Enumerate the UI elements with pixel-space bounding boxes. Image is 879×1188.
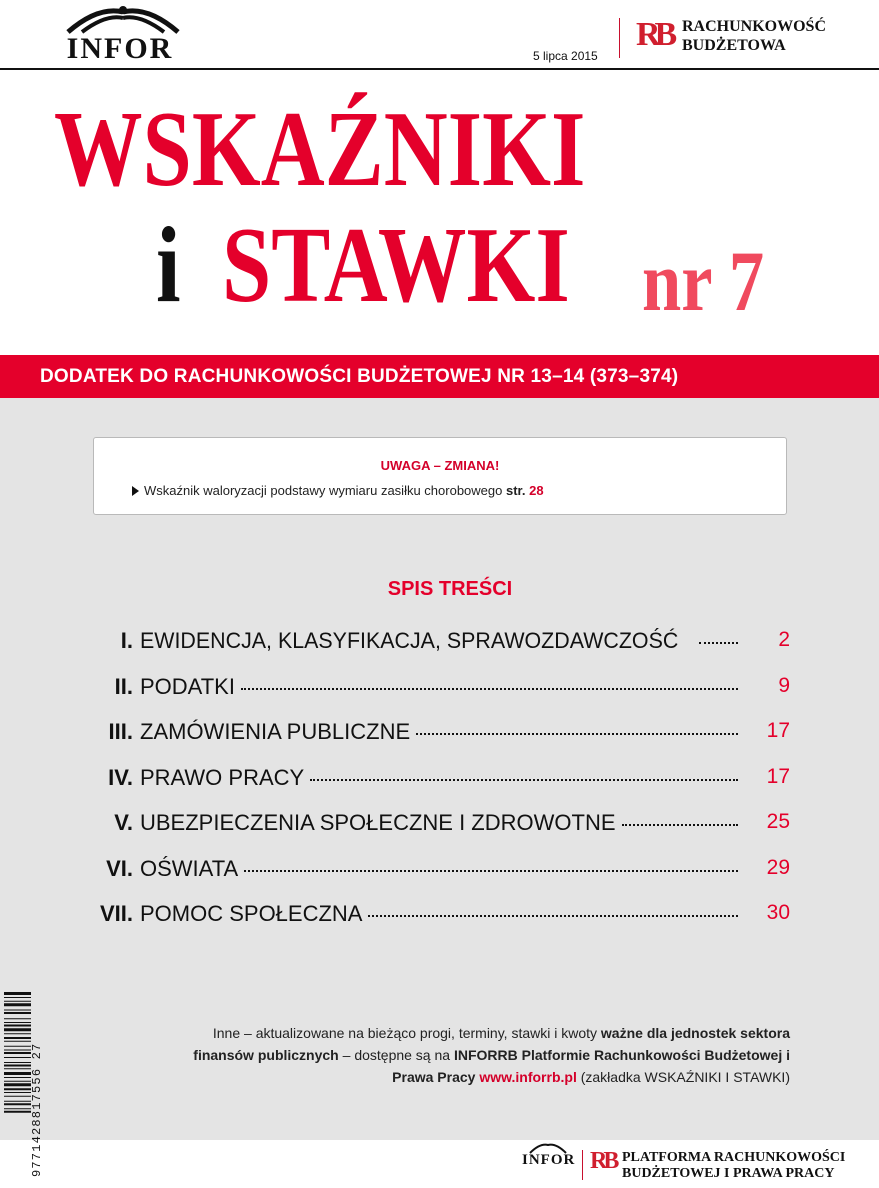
notice-box	[93, 437, 787, 515]
supplement-band	[0, 355, 879, 398]
footer-infor-wordmark: INFOR	[522, 1152, 576, 1168]
barcode-bar	[4, 1088, 31, 1090]
barcode-number: 9771428817556 27	[30, 1042, 44, 1177]
issue-date: 5 lipca 2015	[533, 49, 598, 63]
barcode-bar	[4, 1065, 31, 1067]
toc-item-number: I.	[120, 628, 133, 653]
supplement-band-text: DODATEK DO RACHUNKOWOŚCI BUDŻETOWEJ NR 13–14 (373–374)	[40, 366, 679, 387]
barcode-bar	[4, 1111, 31, 1113]
barcode-bar	[4, 1010, 31, 1011]
barcode-bar	[4, 1101, 31, 1102]
barcode-bar	[4, 1083, 31, 1086]
barcode-bar	[4, 1025, 31, 1027]
toc-item-label-wrap	[140, 674, 738, 700]
footer-platform-line2: BUDŻETOWEJ I PRAWA PRACY	[622, 1166, 835, 1181]
toc-item-label: ZAMÓWIENIA PUBLICZNE	[140, 719, 411, 744]
barcode-bar	[4, 1062, 31, 1063]
toc-leader-dots	[310, 778, 738, 781]
barcode-bar	[4, 1092, 31, 1093]
notice-page-ref[interactable]	[506, 483, 544, 498]
toc-item[interactable]	[60, 765, 800, 795]
info-url-link[interactable]: www.inforrb.pl	[479, 1069, 577, 1085]
toc-item-label: PODATKI	[140, 674, 235, 699]
toc-item-number: IV.	[108, 765, 133, 790]
toc-item[interactable]	[60, 901, 800, 931]
toc-leader-dots	[699, 641, 738, 644]
barcode-digits	[30, 1002, 44, 1177]
toc-item-label: UBEZPIECZENIA SPOŁECZNE I ZDROWOTNE	[140, 810, 616, 835]
barcode-bar	[4, 1052, 31, 1054]
barcode-bar	[4, 1003, 31, 1006]
toc-item-number: VII.	[99, 901, 133, 926]
bullet-arrow-icon	[132, 486, 139, 496]
footer-platform-name	[622, 1150, 845, 1182]
barcode-bar	[4, 1041, 31, 1042]
footer-infor-arcs-icon	[528, 1142, 568, 1154]
info-part1: Inne – aktualizowane na bieżąco progi, terminy, stawki i kwoty	[212, 1025, 601, 1041]
notice-text: Wskaźnik waloryzacji podstawy wymiaru zasiłku chorobowego	[144, 483, 503, 498]
toc-item-label-wrap	[140, 901, 738, 927]
barcode-bar	[4, 1077, 31, 1078]
toc-item-label-wrap	[140, 810, 738, 836]
toc-item-label: POMOC SPOŁECZNA	[140, 901, 363, 926]
toc-leader-dots	[368, 914, 738, 917]
barcode-bar	[4, 1022, 31, 1023]
toc-item-label-wrap	[140, 856, 738, 882]
toc-item-label: PRAWO PRACY	[140, 765, 305, 790]
infor-arcs-icon	[58, 4, 188, 34]
toc-leader-dots	[416, 732, 738, 735]
footer-platform-line1: PLATFORMA RACHUNKOWOŚCI	[622, 1150, 846, 1165]
barcode-bar	[4, 1072, 31, 1075]
info-part3: – dostępne są na	[338, 1047, 454, 1063]
toc-item-label-wrap	[140, 765, 738, 791]
issue-number: nr 7	[642, 233, 765, 329]
barcode-bar	[4, 1028, 31, 1031]
rachunkowosc-budzetowa-logo	[636, 12, 836, 62]
barcode-bar	[4, 1037, 31, 1039]
magazine-name-line1: RACHUNKOWOŚĆ	[682, 18, 827, 35]
barcode-bar	[4, 1001, 31, 1002]
toc-item-label-wrap	[140, 719, 738, 745]
info-part2: ważne dla jednostek sektora finansów publicznych	[193, 1025, 790, 1063]
header-rule	[0, 68, 879, 70]
toc-item-page: 29	[766, 856, 790, 879]
barcode-bar	[4, 1096, 31, 1097]
barcode-bar	[4, 1018, 31, 1019]
toc-title: SPIS TREŚCI	[387, 578, 513, 600]
barcode-bar	[4, 1057, 31, 1058]
notice-title: UWAGA – ZMIANA!	[380, 458, 500, 473]
title-wskazniki: WSKAŹNIKI	[54, 90, 586, 209]
info-paragraph	[150, 1022, 790, 1088]
magazine-name	[682, 17, 826, 55]
toc-item-number: III.	[108, 719, 133, 744]
info-part5: (zakładka WSKAŹNIKI I STAWKI)	[576, 1069, 790, 1085]
toc-item-label-wrap	[140, 628, 738, 654]
toc-item-page: 2	[778, 628, 790, 651]
toc-leader-dots	[241, 687, 738, 690]
footer-rb-mark-icon: RB	[590, 1148, 616, 1174]
barcode-bar	[4, 1103, 31, 1105]
rb-mark-icon: RB	[636, 16, 672, 53]
notice-line	[132, 483, 544, 498]
toc-item-number: V.	[114, 810, 133, 835]
title-connector: i	[156, 206, 181, 325]
barcode-bar	[4, 1033, 31, 1034]
toc-item-number: VI.	[106, 856, 133, 881]
title-stawki: STAWKI	[222, 206, 570, 325]
toc-item[interactable]	[60, 628, 800, 658]
notice-ref-label: str.	[505, 483, 526, 498]
barcode-bar	[4, 1068, 31, 1069]
footer-divider	[582, 1150, 583, 1180]
toc-item-label: OŚWIATA	[140, 856, 239, 881]
toc-item[interactable]	[60, 674, 800, 704]
infor-logo	[40, 4, 200, 66]
barcode-bar	[4, 1108, 31, 1109]
toc-item-number: II.	[114, 674, 133, 699]
barcode-bar	[4, 1081, 31, 1082]
toc-item-page: 17	[766, 719, 790, 742]
barcode-bar	[4, 992, 31, 995]
toc-item-page: 9	[778, 674, 790, 697]
toc-item[interactable]	[60, 856, 800, 886]
infor-wordmark: INFOR	[66, 32, 174, 65]
toc-leader-dots	[244, 869, 738, 872]
toc-item-page: 25	[766, 810, 790, 833]
toc-item[interactable]	[60, 810, 800, 840]
footer-infor-logo	[522, 1152, 575, 1169]
barcode-bar	[4, 1012, 31, 1014]
toc-item-page: 30	[766, 901, 790, 924]
toc-leader-dots	[622, 823, 738, 826]
barcode-icon	[4, 990, 31, 1188]
toc-item-label: EWIDENCJA, KLASYFIKACJA, SPRAWOZDAWCZOŚĆ	[140, 628, 679, 653]
info-part4: INFORRB Platformie Rachunkowości Budżetowej i Prawa Pracy	[392, 1047, 790, 1085]
barcode-bar	[4, 997, 31, 998]
toc-item-page: 17	[766, 765, 790, 788]
notice-ref-page: 28	[529, 483, 544, 498]
barcode-bar	[4, 1050, 31, 1051]
toc-item[interactable]	[60, 719, 800, 749]
magazine-name-line2: BUDŻETOWA	[682, 37, 786, 54]
header-divider	[619, 18, 620, 58]
barcode-bar	[4, 1046, 31, 1047]
